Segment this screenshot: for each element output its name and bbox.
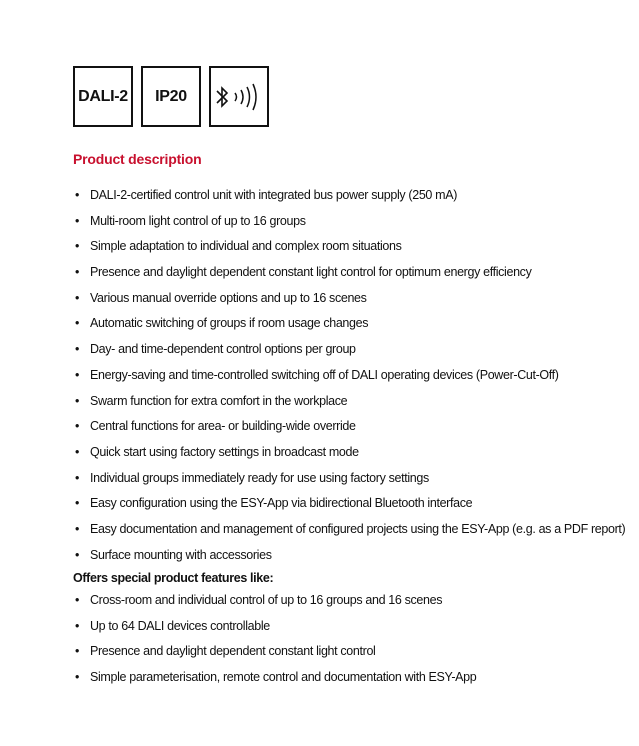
bluetooth-icon bbox=[213, 82, 265, 112]
list-item: • Presence and daylight dependent constant light control for optimum energy efficiency bbox=[75, 265, 532, 280]
list-item: • Quick start using factory settings in broadcast mode bbox=[75, 444, 359, 459]
dali-2-badge: DALI-2 bbox=[73, 66, 133, 127]
ip20-badge: IP20 bbox=[141, 66, 201, 127]
list-item: • Central functions for area- or building-wide override bbox=[75, 419, 356, 434]
bluetooth-badge bbox=[209, 66, 269, 127]
list-item: • Easy configuration using the ESY-App via bidirectional Bluetooth interface bbox=[75, 496, 473, 511]
special-features-heading: Offers special product features like: bbox=[73, 571, 274, 585]
list-item: • Cross-room and individual control of up to 16 groups and 16 scenes bbox=[75, 593, 443, 607]
certification-badges bbox=[73, 66, 269, 127]
list-item: • Day- and time-dependent control options per group bbox=[75, 342, 356, 357]
product-description-list bbox=[73, 183, 626, 568]
special-features-list bbox=[73, 588, 613, 691]
list-item: • Surface mounting with accessories bbox=[75, 547, 272, 562]
list-item: • Swarm function for extra comfort in the workplace bbox=[75, 393, 348, 408]
list-item: • Energy-saving and time-controlled switching off of DALI operating devices (Power-Cut-Off) bbox=[75, 367, 559, 382]
product-description-heading: Product description bbox=[73, 151, 202, 167]
list-item: • Individual groups immediately ready for use using factory settings bbox=[75, 470, 429, 485]
list-item: • DALI-2-certified control unit with integrated bus power supply (250 mA) bbox=[75, 188, 458, 202]
list-item: • Up to 64 DALI devices controllable bbox=[75, 618, 270, 633]
list-item: • Various manual override options and up to 16 scenes bbox=[75, 290, 367, 305]
list-item: • Presence and daylight dependent constant light control bbox=[75, 644, 376, 659]
list-item: • Easy documentation and management of configured projects using the ESY-App (e.g. as a PDF report) bbox=[75, 521, 626, 536]
list-item: • Automatic switching of groups if room usage changes bbox=[75, 316, 369, 331]
list-item: • Simple adaptation to individual and complex room situations bbox=[75, 239, 402, 254]
list-item: • Simple parameterisation, remote control and documentation with ESY-App bbox=[75, 670, 477, 685]
list-item: • Multi-room light control of up to 16 groups bbox=[75, 213, 306, 228]
